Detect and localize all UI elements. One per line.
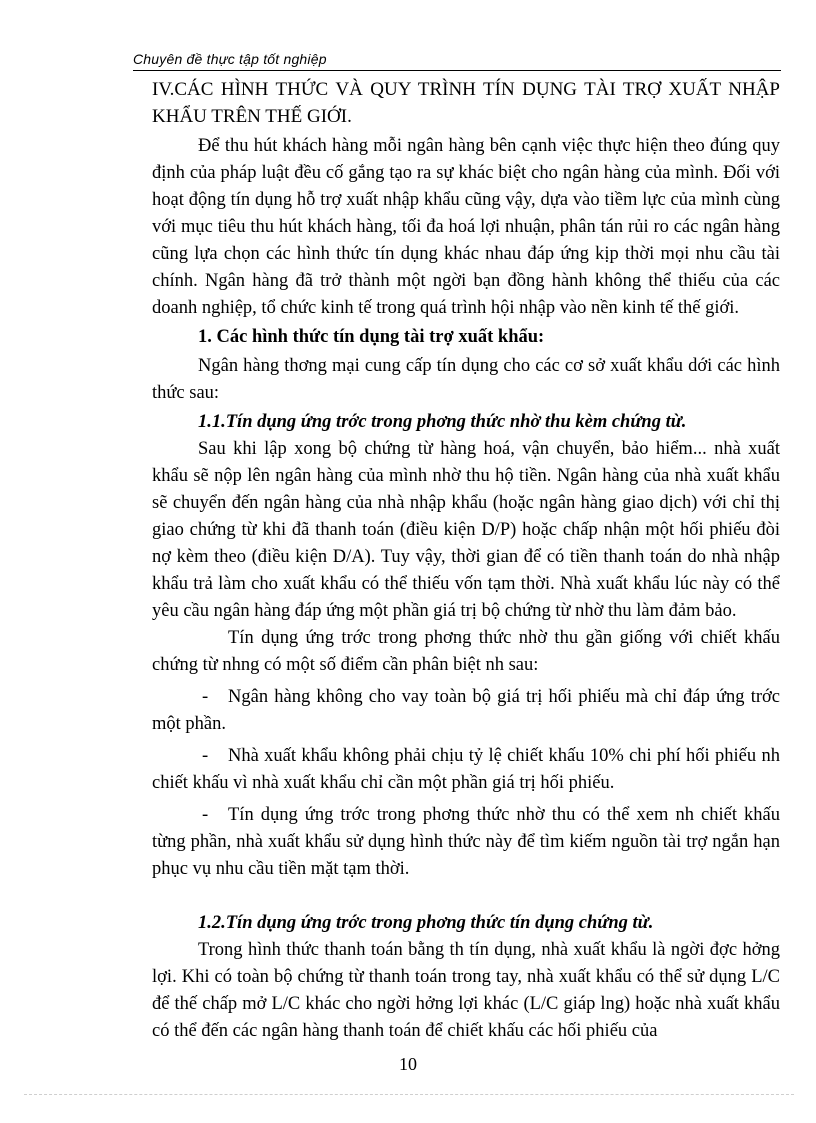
bullet-text: Tín dụng ứng trớc trong phơng thức nhờ thu có thể xem nh chiết khấu từng phần, nhà xuất khẩu sử dụng hình thức này để tìm kiếm nguồn tài trợ ngắn hạn phục vụ nhu cầu tiền mặt tạm thời. [152, 805, 780, 879]
subsection-1-heading: 1. Các hình thức tín dụng tài trợ xuất khẩu: [198, 327, 545, 347]
subsection-1-2-paragraph-1: Trong hình thức thanh toán bằng th tín dụng, nhà xuất khẩu là ngời đợc hởng lợi. Khi có toàn bộ chứng từ thanh toán trong tay, nhà xuất khẩu có thể sử dụng L/C để thế chấp mở L/C khác cho ngời hởng lợi khác (L/C giáp lng) hoặc nhà xuất khẩu có thể đến các ngân hàng thanh toán để chiết khấu các hối phiếu của [152, 940, 780, 1041]
bullet-item [152, 802, 780, 883]
running-header: Chuyên đề thực tập tốt nghiệp [133, 51, 327, 67]
bullet-item [152, 684, 780, 738]
bullet-text: Ngân hàng không cho vay toàn bộ giá trị hối phiếu mà chỉ đáp ứng trớc một phần. [152, 687, 780, 734]
section-title: IV.CÁC HÌNH THỨC VÀ QUY TRÌNH TÍN DỤNG TÀI TRỢ XUẤT NHẬP KHẨU TRÊN THẾ GIỚI. [152, 79, 780, 127]
bullet-dash: - [202, 687, 209, 707]
subsection-1-2-heading: 1.2.Tín dụng ứng trớc trong phơng thức tín dụng chứng từ. [198, 913, 654, 933]
subsection-1-1-heading: 1.1.Tín dụng ứng trớc trong phơng thức nhờ thu kèm chứng từ. [198, 412, 687, 432]
page-number: 10 [399, 1054, 417, 1074]
header-divider [133, 70, 781, 71]
bullet-dash: - [202, 805, 209, 825]
subsection-1-1-paragraph-1: Sau khi lập xong bộ chứng từ hàng hoá, vận chuyển, bảo hiểm... nhà xuất khẩu sẽ nộp lên ngân hàng của mình nhờ thu hộ tiền. Ngân hàng của nhà xuất khẩu sẽ chuyển đến ngân hàng của nhà nhập khẩu (hoặc ngân hàng giao dịch) với chỉ thị giao chứng từ khi đã thanh toán (điều kiện D/P) hoặc chấp nhận một hối phiếu đòi nợ kèm theo (điều kiện D/A). Tuy vậy, thời gian để có tiền thanh toán do nhà nhập khẩu trả làm cho xuất khẩu có thể thiếu vốn tạm thời. Nhà xuất khẩu lúc này có thể yêu cầu ngân hàng đáp ứng một phần giá trị bộ chứng từ nhờ thu làm đảm bảo. [152, 439, 780, 621]
subsection-1-1-paragraph-2: Tín dụng ứng trớc trong phơng thức nhờ thu gần giống với chiết khấu chứng từ nhng có một số điểm cần phân biệt nh sau: [152, 628, 780, 675]
section-intro-paragraph: Để thu hút khách hàng mỗi ngân hàng bên cạnh việc thực hiện theo đúng quy định của pháp luật đều cố gắng tạo ra sự khác biệt cho ngân hàng của mình. Đối với hoạt động tín dụng hỗ trợ xuất nhập khẩu cũng vậy, dựa vào tiềm lực của mình cùng với mục tiêu thu hút khách hàng, tối đa hoá lợi nhuận, phân tán rủi ro các ngân hàng cũng lựa chọn các hình thức tín dụng khác nhau đáp ứng kịp thời mọi nhu cầu tài chính. Ngân hàng đã trở thành một ngời bạn đồng hành không thể thiếu của các doanh nghiệp, tổ chức kinh tế trong quá trình hội nhập vào nền kinh tế thế giới. [152, 136, 780, 318]
bullet-text: Nhà xuất khẩu không phải chịu tỷ lệ chiết khấu 10% chi phí hối phiếu nh chiết khấu vì nhà xuất khẩu chỉ cần một phần giá trị hối phiếu. [152, 746, 780, 793]
bullet-dash: - [202, 746, 209, 766]
subsection-1-intro: Ngân hàng thơng mại cung cấp tín dụng cho các cơ sở xuất khẩu dới các hình thức sau: [152, 356, 780, 403]
bullet-item [152, 743, 780, 797]
page-content [152, 76, 780, 1045]
section-spacer [152, 883, 780, 908]
page-bottom-border [24, 1094, 794, 1095]
